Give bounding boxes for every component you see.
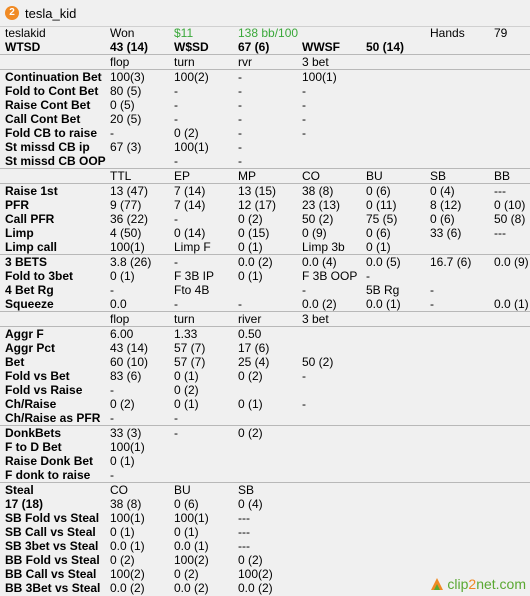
row-label: 3 BETS	[5, 255, 48, 269]
table-cell: 0 (6)	[366, 184, 391, 198]
table-row	[0, 297, 530, 311]
table-cell: -	[238, 140, 242, 154]
table-row	[0, 212, 530, 226]
table-cell: BU	[366, 169, 383, 183]
table-cell: -	[110, 383, 114, 397]
table-row	[0, 54, 530, 69]
row-label: St missd CB OOP	[5, 154, 106, 168]
table-cell: 13 (15)	[238, 184, 277, 198]
table-cell: 3 bet	[302, 55, 329, 69]
table-cell: -	[302, 397, 306, 411]
table-cell: -	[238, 84, 242, 98]
table-cell: -	[110, 126, 114, 140]
table-cell: 83 (6)	[110, 369, 142, 383]
table-cell: -	[302, 98, 306, 112]
table-cell: 0.0 (1)	[366, 297, 401, 311]
table-cell: CO	[302, 169, 320, 183]
table-cell: 0 (6)	[430, 212, 455, 226]
table-cell: TTL	[110, 169, 132, 183]
table-cell: 50 (2)	[302, 355, 334, 369]
table-cell: 0 (2)	[238, 553, 263, 567]
table-row	[0, 269, 530, 283]
table-cell: 1.33	[174, 327, 198, 341]
table-cell: 0 (2)	[174, 567, 199, 581]
table-cell: 100(2)	[110, 567, 145, 581]
table-row	[0, 112, 530, 126]
window-title: tesla_kid	[25, 6, 77, 21]
table-cell: 0.0 (1)	[174, 539, 209, 553]
table-cell: 67 (6)	[238, 40, 270, 54]
table-cell: 80 (5)	[110, 84, 142, 98]
table-cell: -	[430, 297, 434, 311]
table-cell: -	[238, 154, 242, 168]
table-cell: 0.0 (1)	[494, 297, 529, 311]
table-cell: 100(1)	[302, 70, 337, 84]
table-row	[0, 140, 530, 154]
table-cell: turn	[174, 55, 195, 69]
table-cell: 8 (12)	[430, 198, 462, 212]
table-cell: 4 (50)	[110, 226, 142, 240]
table-cell: 0.0 (2)	[174, 581, 209, 595]
table-cell: rvr	[238, 55, 252, 69]
table-cell: -	[174, 297, 178, 311]
table-cell: -	[302, 126, 306, 140]
table-cell: 38 (8)	[302, 184, 334, 198]
table-cell: 100(2)	[238, 567, 273, 581]
table-cell: 0.0 (1)	[110, 539, 145, 553]
table-cell: 7 (14)	[174, 184, 206, 198]
table-cell: 16.7 (6)	[430, 255, 472, 269]
table-cell: ---	[494, 226, 506, 240]
stats-table	[0, 26, 530, 595]
table-cell: Limp F	[174, 240, 211, 254]
table-row	[0, 198, 530, 212]
table-cell: 0 (2)	[174, 383, 199, 397]
row-label: Ch/Raise	[5, 397, 57, 411]
table-cell: 0.0 (9)	[494, 255, 529, 269]
row-label: St missd CB ip	[5, 140, 90, 154]
table-cell: 0 (2)	[110, 553, 135, 567]
table-cell: ---	[238, 525, 250, 539]
table-row	[0, 553, 530, 567]
table-cell: 0 (6)	[174, 497, 199, 511]
row-label: PFR	[5, 198, 29, 212]
table-cell: 0 (2)	[110, 397, 135, 411]
row-label: SB 3bet vs Steal	[5, 539, 99, 553]
table-cell: 0.0 (2)	[238, 255, 273, 269]
table-cell: flop	[110, 312, 130, 326]
row-label: Raise Donk Bet	[5, 454, 94, 468]
table-cell: 0.0 (2)	[238, 581, 273, 595]
table-row	[0, 355, 530, 369]
table-cell: $11	[174, 26, 194, 40]
table-cell: 12 (17)	[238, 198, 277, 212]
table-cell: Limp 3b	[302, 240, 345, 254]
table-cell: -	[110, 411, 114, 425]
table-cell: 0 (9)	[302, 226, 327, 240]
table-cell: -	[110, 468, 114, 482]
table-cell: 0 (1)	[174, 525, 199, 539]
table-row	[0, 468, 530, 482]
row-label: Call Cont Bet	[5, 112, 81, 126]
row-label: Raise Cont Bet	[5, 98, 91, 112]
table-row	[0, 511, 530, 525]
table-cell: 38 (8)	[110, 497, 142, 511]
table-cell: 43 (14)	[110, 341, 149, 355]
table-cell: 0 (14)	[174, 226, 206, 240]
table-cell: 0.0 (2)	[302, 297, 337, 311]
table-cell: -	[238, 297, 242, 311]
table-row	[0, 154, 530, 168]
table-cell: 33 (3)	[110, 426, 142, 440]
table-cell: -	[302, 283, 306, 297]
table-row	[0, 411, 530, 425]
table-cell: 57 (7)	[174, 355, 206, 369]
table-cell: 20 (5)	[110, 112, 142, 126]
table-row	[0, 369, 530, 383]
table-cell: 100(2)	[174, 553, 209, 567]
table-cell: -	[174, 98, 178, 112]
table-row	[0, 254, 530, 269]
table-row	[0, 240, 530, 254]
table-cell: 0 (1)	[238, 240, 263, 254]
table-cell: 23 (13)	[302, 198, 341, 212]
table-cell: 25 (4)	[238, 355, 270, 369]
row-label: teslakid	[5, 26, 46, 40]
watermark-logo	[429, 575, 526, 593]
table-cell: Hands	[430, 26, 465, 40]
table-cell: river	[238, 312, 262, 326]
table-row	[0, 98, 530, 112]
row-label: 4 Bet Rg	[5, 283, 54, 297]
table-cell: 100(2)	[174, 70, 209, 84]
table-cell: SB	[430, 169, 447, 183]
table-cell: 0 (2)	[238, 212, 263, 226]
row-label: Fold CB to raise	[5, 126, 98, 140]
table-cell: 50 (14)	[366, 40, 405, 54]
badge-icon: 2	[5, 6, 19, 20]
row-label: SB Call vs Steal	[5, 525, 96, 539]
table-cell: 0 (1)	[238, 269, 263, 283]
table-cell: -	[174, 255, 178, 269]
table-cell: -	[174, 426, 178, 440]
row-label: Bet	[5, 355, 25, 369]
row-label: Limp call	[5, 240, 58, 254]
table-cell: 36 (22)	[110, 212, 149, 226]
table-cell: F 3B IP	[174, 269, 215, 283]
table-cell: 0 (1)	[174, 397, 199, 411]
row-label: BB Call vs Steal	[5, 567, 97, 581]
table-cell: 100(1)	[110, 440, 145, 454]
table-cell: 0 (2)	[238, 426, 263, 440]
table-cell: 100(1)	[110, 240, 145, 254]
row-label: Aggr F	[5, 327, 44, 341]
table-cell: CO	[110, 483, 128, 497]
table-row	[0, 383, 530, 397]
table-row	[0, 311, 530, 326]
row-label: Fold to 3bet	[5, 269, 73, 283]
table-row	[0, 341, 530, 355]
table-cell: -	[302, 369, 306, 383]
table-cell: -	[238, 126, 242, 140]
table-cell: 0 (6)	[366, 226, 391, 240]
table-cell: 138 bb/100	[238, 26, 299, 40]
clip2net-icon	[429, 576, 445, 592]
table-cell: flop	[110, 55, 130, 69]
table-cell: 60 (10)	[110, 355, 149, 369]
table-cell: 0 (2)	[238, 369, 263, 383]
table-row	[0, 283, 530, 297]
row-label: SB Fold vs Steal	[5, 511, 100, 525]
table-cell: 100(3)	[110, 70, 145, 84]
table-cell: 100(1)	[174, 511, 209, 525]
table-cell: F 3B OOP	[302, 269, 358, 283]
table-cell: W$SD	[174, 40, 209, 54]
row-label: F donk to raise	[5, 468, 91, 482]
table-cell: 0 (1)	[110, 525, 135, 539]
table-cell: 0.0 (4)	[302, 255, 337, 269]
table-row	[0, 126, 530, 140]
table-cell: BU	[174, 483, 191, 497]
table-cell: 50 (8)	[494, 212, 526, 226]
table-row	[0, 26, 530, 40]
row-label: Raise 1st	[5, 184, 58, 198]
table-cell: 0 (15)	[238, 226, 270, 240]
row-label: F to D Bet	[5, 440, 62, 454]
table-cell: 0 (1)	[238, 397, 263, 411]
row-label: WTSD	[5, 40, 41, 54]
table-cell: 13 (47)	[110, 184, 149, 198]
row-label: Limp	[5, 226, 34, 240]
title-bar	[0, 0, 530, 27]
watermark-text: clip2net.com	[447, 576, 526, 592]
table-row	[0, 84, 530, 98]
table-cell: 5B Rg	[366, 283, 400, 297]
table-cell: 75 (5)	[366, 212, 398, 226]
table-cell: ---	[238, 539, 250, 553]
table-cell: BB	[494, 169, 511, 183]
table-cell: -	[430, 283, 434, 297]
row-label: BB Fold vs Steal	[5, 553, 100, 567]
table-cell: -	[174, 154, 178, 168]
table-row	[0, 482, 530, 497]
table-cell: EP	[174, 169, 191, 183]
table-cell: 57 (7)	[174, 341, 206, 355]
table-cell: 0.0 (5)	[366, 255, 401, 269]
table-row	[0, 397, 530, 411]
row-label: BB 3Bet vs Steal	[5, 581, 101, 595]
table-cell: 0 (11)	[366, 198, 397, 212]
table-cell: 0 (1)	[174, 369, 199, 383]
table-cell: -	[302, 84, 306, 98]
table-cell: ---	[238, 511, 250, 525]
table-cell: 100(1)	[174, 140, 209, 154]
row-label: Fold vs Raise	[5, 383, 83, 397]
table-cell: 100(1)	[110, 511, 145, 525]
table-cell: -	[302, 112, 306, 126]
table-cell: -	[174, 411, 178, 425]
table-row	[0, 226, 530, 240]
table-row	[0, 326, 530, 341]
table-cell: 17 (6)	[238, 341, 270, 355]
row-label: Squeeze	[5, 297, 54, 311]
table-row	[0, 425, 530, 440]
table-cell: 0 (4)	[430, 184, 455, 198]
table-cell: Fto 4B	[174, 283, 210, 297]
table-cell: ---	[494, 184, 506, 198]
row-label: Fold to Cont Bet	[5, 84, 99, 98]
table-cell: 7 (14)	[174, 198, 206, 212]
table-cell: 0 (10)	[494, 198, 526, 212]
table-cell: 0 (1)	[110, 454, 135, 468]
table-cell: 0 (4)	[238, 497, 263, 511]
table-cell: MP	[238, 169, 256, 183]
table-cell: 3.8 (26)	[110, 255, 152, 269]
table-row	[0, 40, 530, 54]
row-label: DonkBets	[5, 426, 62, 440]
table-cell: 67 (3)	[110, 140, 142, 154]
row-label: Fold vs Bet	[5, 369, 70, 383]
row-label: Continuation Bet	[5, 70, 102, 84]
row-label: 17 (18)	[5, 497, 44, 511]
table-row	[0, 440, 530, 454]
table-cell: Won	[110, 26, 135, 40]
table-cell: -	[110, 283, 114, 297]
table-cell: 6.00	[110, 327, 134, 341]
table-cell: 50 (2)	[302, 212, 334, 226]
table-cell: -	[238, 70, 242, 84]
table-cell: turn	[174, 312, 195, 326]
table-cell: -	[366, 269, 370, 283]
table-row	[0, 497, 530, 511]
table-cell: 33 (6)	[430, 226, 462, 240]
row-label: Aggr Pct	[5, 341, 56, 355]
table-cell: 9 (77)	[110, 198, 142, 212]
table-cell: 0 (5)	[110, 98, 135, 112]
table-row	[0, 168, 530, 183]
table-row	[0, 454, 530, 468]
table-cell: 79	[494, 26, 508, 40]
row-label: Ch/Raise as PFR	[5, 411, 101, 425]
table-cell: 0.0	[110, 297, 127, 311]
table-cell: -	[174, 84, 178, 98]
table-cell: 3 bet	[302, 312, 329, 326]
table-row	[0, 69, 530, 84]
table-cell: -	[238, 98, 242, 112]
table-cell: 43 (14)	[110, 40, 149, 54]
table-cell: 0 (1)	[366, 240, 391, 254]
table-cell: -	[174, 212, 178, 226]
table-cell: -	[238, 112, 242, 126]
table-cell: 0 (2)	[174, 126, 199, 140]
table-row	[0, 539, 530, 553]
table-row	[0, 183, 530, 198]
table-cell: 0 (1)	[110, 269, 135, 283]
row-label: Steal	[5, 483, 34, 497]
table-cell: SB	[238, 483, 255, 497]
table-cell: 0.0 (2)	[110, 581, 145, 595]
row-label: Call PFR	[5, 212, 55, 226]
table-cell: WWSF	[302, 40, 340, 54]
table-cell: 0.50	[238, 327, 262, 341]
table-cell: -	[174, 112, 178, 126]
table-row	[0, 525, 530, 539]
